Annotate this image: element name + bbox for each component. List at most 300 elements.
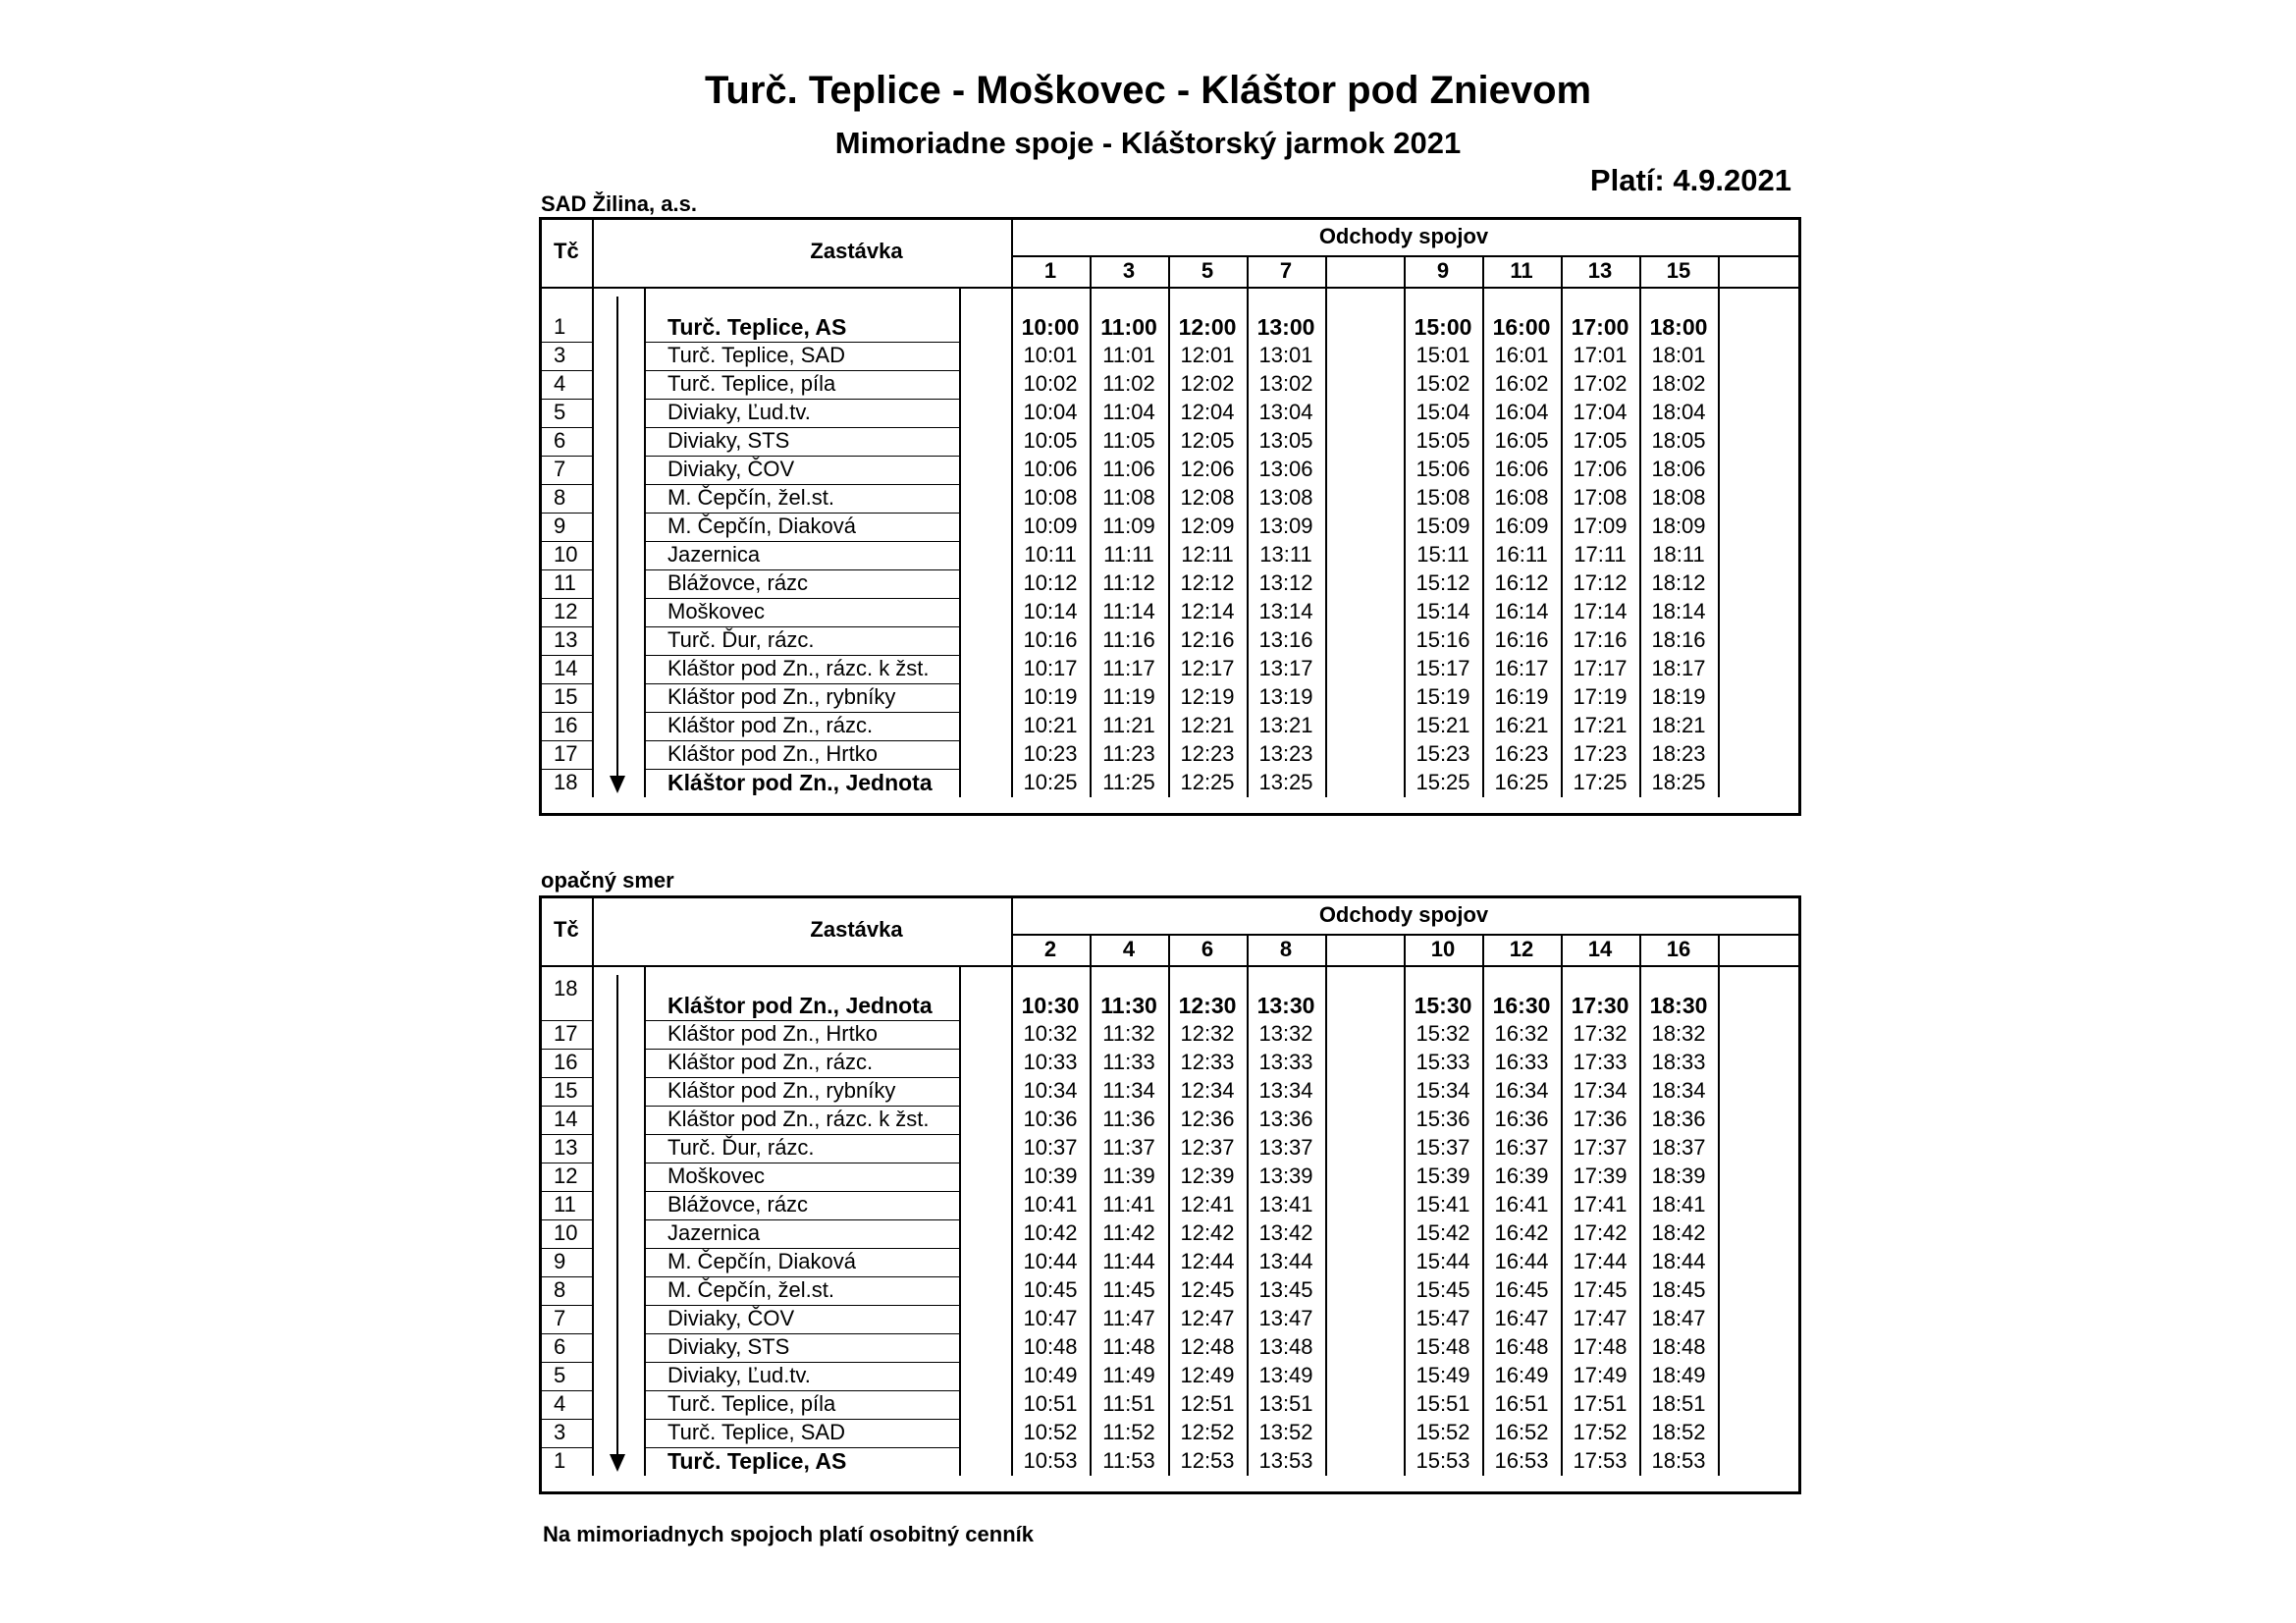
stop-name: Turč. Ďur, rázc. [667,1135,815,1160]
row-number: 12 [554,599,578,623]
departure-time: 13:12 [1258,570,1313,595]
departure-time: 17:17 [1573,656,1628,680]
departure-time: 15:52 [1415,1420,1470,1444]
departure-time: 15:16 [1415,627,1470,652]
departure-time: 18:53 [1651,1448,1706,1473]
trip-number: 15 [1666,258,1691,283]
departure-time: 11:45 [1102,1277,1155,1302]
stop-name: Jazernica [667,542,761,567]
trip-number: 14 [1587,937,1613,961]
departure-time: 12:09 [1180,514,1235,538]
departure-time: 18:41 [1651,1192,1706,1217]
departure-time: 16:02 [1494,371,1549,396]
departure-time: 15:19 [1415,684,1470,709]
stop-name: Turč. Teplice, AS [667,1448,847,1474]
departure-time: 12:21 [1180,713,1235,737]
stop-name: Turč. Teplice, SAD [667,343,845,367]
departure-time: 17:04 [1573,400,1628,424]
departure-time: 16:42 [1494,1220,1549,1245]
departure-time: 12:05 [1180,428,1235,453]
opposite-direction-label: opačný smer [541,868,674,893]
departure-time: 11:23 [1102,741,1155,766]
departure-time: 16:48 [1494,1334,1549,1359]
departure-time: 15:42 [1415,1220,1470,1245]
row-number: 18 [554,770,578,794]
departure-time: 18:39 [1651,1163,1706,1188]
departure-time: 17:44 [1573,1249,1628,1273]
departure-time: 13:32 [1258,1021,1313,1046]
carrier-name: SAD Žilina, a.s. [541,191,697,216]
departure-time: 18:45 [1651,1277,1706,1302]
direction-arrow-line [616,975,618,1456]
departure-time: 18:30 [1649,993,1708,1018]
departure-time: 10:37 [1023,1135,1078,1160]
departure-time: 15:06 [1415,457,1470,481]
departure-time: 12:14 [1180,599,1235,623]
departure-time: 18:05 [1651,428,1706,453]
stop-name: Kláštor pod Zn., rybníky [667,1078,896,1103]
arrow-down-icon [610,1454,625,1472]
departure-time: 18:01 [1651,343,1706,367]
departure-time: 13:37 [1258,1135,1313,1160]
departure-time: 10:11 [1024,542,1077,567]
departure-time: 16:21 [1494,713,1549,737]
departure-time: 17:41 [1573,1192,1628,1217]
departure-time: 11:19 [1102,684,1155,709]
departure-time: 12:16 [1180,627,1235,652]
departure-time: 17:48 [1573,1334,1628,1359]
departure-time: 10:00 [1021,314,1080,340]
departure-time: 10:17 [1023,656,1078,680]
departure-time: 15:00 [1414,314,1472,340]
col-line-time [1325,934,1327,1476]
departure-time: 12:17 [1180,656,1235,680]
stop-name: M. Čepčín, Diaková [667,1249,856,1273]
departure-time: 18:14 [1651,599,1706,623]
row-number: 3 [554,1420,566,1444]
row-number: 9 [554,1249,566,1273]
departure-time: 16:11 [1495,542,1548,567]
header-bottom-line [542,287,1798,289]
trip-number: 5 [1201,258,1214,283]
departure-time: 16:45 [1494,1277,1549,1302]
departure-time: 15:14 [1415,599,1470,623]
col-line-tc [592,220,594,797]
departure-time: 15:11 [1416,542,1469,567]
stop-name: Turč. Teplice, AS [667,314,847,340]
departure-time: 16:53 [1494,1448,1549,1473]
stop-name: Kláštor pod Zn., rázc. [667,1050,874,1074]
departure-time: 18:17 [1651,656,1706,680]
col-line-arrow [644,965,646,1476]
departure-time: 18:19 [1651,684,1706,709]
stop-name: Diviaky, ČOV [667,1306,795,1330]
departure-time: 12:47 [1180,1306,1235,1330]
departure-time: 10:34 [1023,1078,1078,1103]
row-number: 6 [554,1334,566,1359]
departure-time: 13:33 [1258,1050,1313,1074]
departure-time: 15:23 [1415,741,1470,766]
stop-name: Kláštor pod Zn., Jednota [667,770,933,795]
departure-time: 10:33 [1023,1050,1078,1074]
departure-time: 17:14 [1573,599,1628,623]
col-line-tc [592,898,594,1476]
row-number: 5 [554,400,566,424]
col-line-time [1718,934,1720,1476]
departure-time: 18:16 [1651,627,1706,652]
departure-time: 18:08 [1651,485,1706,510]
departure-time: 11:05 [1102,428,1155,453]
departure-time: 13:06 [1258,457,1313,481]
departure-time: 12:53 [1180,1448,1235,1473]
departure-time: 13:36 [1258,1107,1313,1131]
departure-time: 11:39 [1102,1163,1155,1188]
row-number: 15 [554,1078,578,1103]
departure-time: 15:09 [1415,514,1470,538]
departure-time: 18:23 [1651,741,1706,766]
departure-time: 11:00 [1100,314,1157,340]
departure-time: 13:39 [1258,1163,1313,1188]
col-line-time [1325,255,1327,797]
departure-time: 18:34 [1651,1078,1706,1103]
timetable-return [539,895,1801,1494]
stop-name: Blážovce, rázc [667,1192,809,1217]
departure-time: 15:05 [1415,428,1470,453]
stop-name: Diviaky, STS [667,1334,790,1359]
departure-time: 16:14 [1494,599,1549,623]
departure-time: 12:51 [1180,1391,1235,1416]
departure-time: 11:16 [1102,627,1155,652]
departure-time: 15:02 [1415,371,1470,396]
footnote: Na mimoriadnych spojoch platí osobitný cenník [543,1522,1034,1546]
departure-time: 13:45 [1258,1277,1313,1302]
departure-time: 16:37 [1494,1135,1549,1160]
row-number: 4 [554,371,566,396]
departure-time: 17:47 [1573,1306,1628,1330]
departure-time: 17:21 [1573,713,1628,737]
departure-time: 13:25 [1258,770,1313,794]
departure-time: 11:47 [1102,1306,1155,1330]
departure-time: 13:52 [1258,1420,1313,1444]
arrow-down-icon [610,776,625,793]
departure-time: 13:01 [1258,343,1313,367]
row-number: 11 [554,570,576,595]
departure-time: 11:53 [1102,1448,1155,1473]
departure-time: 13:02 [1258,371,1313,396]
departure-time: 12:19 [1180,684,1235,709]
departure-time: 17:16 [1573,627,1628,652]
departure-time: 11:33 [1102,1050,1155,1074]
departure-time: 17:45 [1573,1277,1628,1302]
row-number: 17 [554,741,578,766]
departure-time: 17:33 [1573,1050,1628,1074]
stop-name: Turč. Teplice, píla [667,1391,836,1416]
row-number: 14 [554,1107,578,1131]
departure-time: 17:23 [1573,741,1628,766]
departure-time: 15:25 [1415,770,1470,794]
departure-time: 16:49 [1494,1363,1549,1387]
row-number: 9 [554,514,566,538]
stop-name: Kláštor pod Zn., rázc. [667,713,874,737]
departure-time: 16:47 [1494,1306,1549,1330]
departure-time: 17:30 [1571,993,1629,1018]
departure-time: 15:17 [1415,656,1470,680]
departure-time: 10:08 [1023,485,1078,510]
departure-time: 12:11 [1181,542,1234,567]
departure-time: 16:01 [1494,343,1549,367]
departure-time: 10:09 [1023,514,1078,538]
validity-date: Platí: 4.9.2021 [1589,163,1791,197]
departure-time: 10:01 [1023,343,1078,367]
departure-time: 15:32 [1415,1021,1470,1046]
departure-time: 13:11 [1259,542,1312,567]
departure-time: 13:42 [1258,1220,1313,1245]
departure-time: 10:48 [1023,1334,1078,1359]
departure-time: 13:34 [1258,1078,1313,1103]
departure-time: 13:44 [1258,1249,1313,1273]
trip-number: 3 [1122,258,1136,283]
departure-time: 15:37 [1415,1135,1470,1160]
departure-time: 17:51 [1573,1391,1628,1416]
stop-name: Moškovec [667,599,766,623]
departure-time: 16:25 [1494,770,1549,794]
departure-time: 10:36 [1023,1107,1078,1131]
departure-time: 15:49 [1415,1363,1470,1387]
departure-time: 13:00 [1256,314,1315,340]
trip-number: 1 [1043,258,1057,283]
departure-time: 17:01 [1573,343,1628,367]
departure-time: 17:37 [1573,1135,1628,1160]
col-line-time [1718,255,1720,797]
departure-time: 10:39 [1023,1163,1078,1188]
departure-time: 16:08 [1494,485,1549,510]
departure-time: 12:33 [1180,1050,1235,1074]
departure-time: 16:30 [1492,993,1551,1018]
departure-time: 11:44 [1102,1249,1155,1273]
header-tc: Tč [554,239,579,263]
departure-time: 18:42 [1651,1220,1706,1245]
departure-time: 12:36 [1180,1107,1235,1131]
departure-time: 17:08 [1573,485,1628,510]
departure-time: 13:16 [1258,627,1313,652]
departure-time: 13:30 [1256,993,1315,1018]
departure-time: 11:30 [1100,993,1157,1018]
departure-time: 17:32 [1573,1021,1628,1046]
departure-time: 17:06 [1573,457,1628,481]
departure-time: 11:25 [1102,770,1155,794]
departure-time: 10:49 [1023,1363,1078,1387]
departure-time: 15:12 [1415,570,1470,595]
departure-time: 11:06 [1102,457,1155,481]
departure-time: 11:08 [1102,485,1155,510]
stop-name: M. Čepčín, žel.st. [667,1277,834,1302]
departure-time: 16:41 [1494,1192,1549,1217]
departure-time: 12:06 [1180,457,1235,481]
header-bottom-line [542,965,1798,967]
departure-time: 18:51 [1651,1391,1706,1416]
departure-time: 17:53 [1573,1448,1628,1473]
row-number: 6 [554,428,566,453]
trip-number: 12 [1509,937,1534,961]
header-tc: Tč [554,917,579,942]
departure-time: 12:00 [1178,314,1237,340]
departure-time: 10:06 [1023,457,1078,481]
departure-time: 12:39 [1180,1163,1235,1188]
departure-time: 10:30 [1021,993,1080,1018]
departure-time: 18:47 [1651,1306,1706,1330]
departure-time: 10:12 [1023,570,1078,595]
departure-time: 10:44 [1023,1249,1078,1273]
departure-time: 16:05 [1494,428,1549,453]
departure-time: 18:25 [1651,770,1706,794]
departure-time: 11:21 [1102,713,1155,737]
trip-number: 13 [1587,258,1613,283]
departure-time: 17:42 [1573,1220,1628,1245]
departure-time: 17:12 [1573,570,1628,595]
departure-time: 15:30 [1414,993,1472,1018]
row-number: 3 [554,343,566,367]
departure-time: 10:52 [1023,1420,1078,1444]
header-stop: Zastávka [810,917,903,942]
departure-time: 16:39 [1494,1163,1549,1188]
departure-time: 18:44 [1651,1249,1706,1273]
departure-time: 18:33 [1651,1050,1706,1074]
departure-time: 13:08 [1258,485,1313,510]
departure-time: 17:00 [1571,314,1629,340]
departure-time: 12:23 [1180,741,1235,766]
stop-name: M. Čepčín, Diaková [667,514,856,538]
departure-time: 12:12 [1180,570,1235,595]
stop-name: Diviaky, Ľud.tv. [667,400,811,424]
departure-time: 11:48 [1102,1334,1155,1359]
departure-time: 12:25 [1180,770,1235,794]
departure-time: 11:41 [1102,1192,1155,1217]
departure-time: 10:47 [1023,1306,1078,1330]
departure-time: 18:49 [1651,1363,1706,1387]
departure-time: 16:04 [1494,400,1549,424]
departure-time: 18:09 [1651,514,1706,538]
departure-time: 13:41 [1258,1192,1313,1217]
departure-time: 10:23 [1023,741,1078,766]
departure-time: 12:48 [1180,1334,1235,1359]
departure-time: 13:09 [1258,514,1313,538]
departure-time: 11:51 [1102,1391,1155,1416]
departure-time: 18:06 [1651,457,1706,481]
departure-time: 11:12 [1102,570,1155,595]
page-subtitle: Mimoriadne spoje - Kláštorský jarmok 2021 [834,126,1462,160]
stop-name: Kláštor pod Zn., Hrtko [667,741,878,766]
departure-time: 15:08 [1415,485,1470,510]
departure-time: 18:12 [1651,570,1706,595]
stop-name: Jazernica [667,1220,761,1245]
departure-time: 15:36 [1415,1107,1470,1131]
departure-time: 10:45 [1023,1277,1078,1302]
trip-number: 7 [1279,258,1293,283]
departure-time: 10:51 [1023,1391,1078,1416]
departure-time: 10:25 [1023,770,1078,794]
departure-time: 17:25 [1573,770,1628,794]
col-line-arrow [644,287,646,797]
departure-time: 16:36 [1494,1107,1549,1131]
departure-time: 13:14 [1258,599,1313,623]
departure-time: 15:01 [1415,343,1470,367]
departure-time: 13:23 [1258,741,1313,766]
departure-time: 11:37 [1102,1135,1155,1160]
departure-time: 12:52 [1180,1420,1235,1444]
departure-time: 15:51 [1415,1391,1470,1416]
stop-name: Kláštor pod Zn., rázc. k žst. [667,1107,930,1131]
departure-time: 12:02 [1180,371,1235,396]
row-number: 10 [554,1220,578,1245]
departure-time: 10:02 [1023,371,1078,396]
direction-arrow-line [616,297,618,778]
departure-time: 18:00 [1649,314,1708,340]
trip-number: 16 [1666,937,1691,961]
departure-time: 16:33 [1494,1050,1549,1074]
stop-name: Diviaky, ČOV [667,457,795,481]
departure-time: 13:49 [1258,1363,1313,1387]
departure-time: 10:32 [1023,1021,1078,1046]
departure-time: 10:05 [1023,428,1078,453]
stop-name: Turč. Teplice, SAD [667,1420,845,1444]
departure-time: 12:08 [1180,485,1235,510]
departure-time: 13:19 [1258,684,1313,709]
row-number: 17 [554,1021,578,1046]
row-number: 18 [554,976,578,1001]
departure-time: 15:44 [1415,1249,1470,1273]
row-number: 14 [554,656,578,680]
departure-time: 17:19 [1573,684,1628,709]
departure-time: 11:34 [1102,1078,1155,1103]
departure-time: 12:44 [1180,1249,1235,1273]
departure-time: 10:04 [1023,400,1078,424]
departure-time: 18:02 [1651,371,1706,396]
row-number: 4 [554,1391,566,1416]
stop-name: M. Čepčín, žel.st. [667,485,834,510]
departure-time: 15:41 [1415,1192,1470,1217]
departure-time: 13:53 [1258,1448,1313,1473]
departure-time: 12:41 [1180,1192,1235,1217]
departure-time: 11:11 [1103,542,1154,567]
stop-name: Blážovce, rázc [667,570,809,595]
departure-time: 10:16 [1023,627,1078,652]
departure-time: 16:52 [1494,1420,1549,1444]
stop-name: Diviaky, STS [667,428,790,453]
departure-time: 12:04 [1180,400,1235,424]
departure-time: 10:21 [1023,713,1078,737]
trip-number: 11 [1510,258,1533,283]
departure-time: 15:39 [1415,1163,1470,1188]
stop-name: Kláštor pod Zn., Jednota [667,993,933,1018]
departure-time: 12:34 [1180,1078,1235,1103]
departure-time: 16:09 [1494,514,1549,538]
row-number: 8 [554,1277,566,1302]
departure-time: 11:01 [1102,343,1155,367]
departure-time: 17:52 [1573,1420,1628,1444]
trip-number: 2 [1043,937,1057,961]
row-number: 11 [554,1192,576,1217]
departure-time: 16:32 [1494,1021,1549,1046]
departure-time: 12:37 [1180,1135,1235,1160]
departure-time: 16:00 [1492,314,1551,340]
departure-time: 13:21 [1258,713,1313,737]
departure-time: 17:49 [1573,1363,1628,1387]
trip-number: 10 [1430,937,1456,961]
departure-time: 12:45 [1180,1277,1235,1302]
row-number: 7 [554,457,566,481]
header-departures: Odchody spojov [1318,902,1489,927]
departure-time: 11:36 [1102,1107,1155,1131]
